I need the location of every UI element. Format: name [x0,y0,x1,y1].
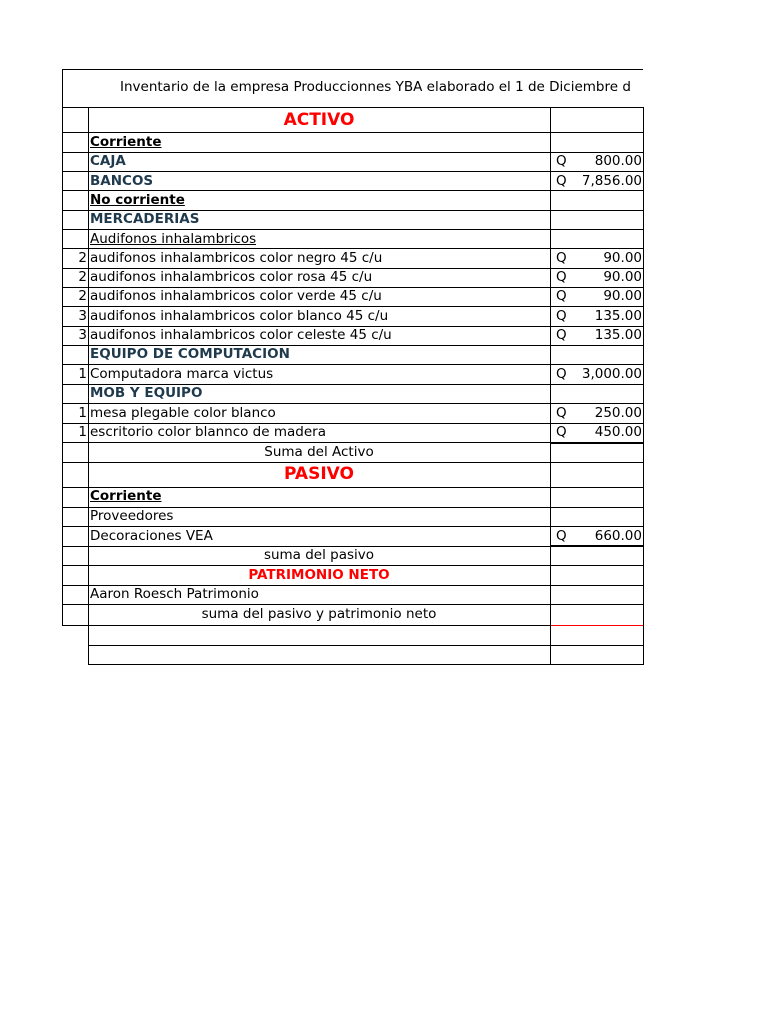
mob-equipo-label: MOB Y EQUIPO [90,385,203,401]
subtotal-line [550,545,643,547]
item-amount: 90.00 [603,250,642,266]
item-qty: 1 [78,405,87,421]
bancos-amount: 7,856.00 [581,173,642,189]
item-qty: 2 [78,250,87,266]
grid-line [88,645,643,646]
suma-activo-label: Suma del Activo [264,444,374,460]
audifonos-heading: Audifonos inhalambricos [90,231,257,247]
item-description: mesa plegable color blanco [90,405,276,421]
item-qty: 2 [78,269,87,285]
currency-symbol: Q [556,424,567,440]
item-amount: 90.00 [603,269,642,285]
currency-symbol: Q [556,327,567,343]
proveedores-label: Proveedores [90,508,174,524]
item-description: audifonos inhalambricos color negro 45 c/u [90,250,383,266]
bancos-label: BANCOS [90,173,154,189]
item-qty: 3 [78,327,87,343]
currency-symbol: Q [556,366,567,382]
activo-heading: ACTIVO [283,111,355,129]
item-qty: 3 [78,308,87,324]
item-amount: 660.00 [594,528,642,544]
grid-line [88,664,643,665]
caja-label: CAJA [90,153,126,169]
currency-symbol: Q [556,405,567,421]
document-title: Inventario de la empresa Produccionnes YBA elaborado el 1 de Diciembre d [120,79,631,95]
item-qty: 1 [78,366,87,382]
caja-amount: 800.00 [594,153,642,169]
currency-symbol: Q [556,269,567,285]
suma-pasivo-label: suma del pasivo [263,547,375,563]
grid-line [643,107,644,665]
item-amount: 3,000.00 [581,366,642,382]
currency-symbol: Q [556,288,567,304]
no-corriente-label: No corriente [90,192,185,208]
item-description: Decoraciones VEA [90,528,213,544]
currency-symbol: Q [556,173,567,189]
subtotal-line [550,442,643,444]
currency-symbol: Q [556,308,567,324]
activo-corriente-label: Corriente [90,134,162,150]
total-red-line [550,625,643,626]
item-amount: 135.00 [594,308,642,324]
suma-pasivo-patrimonio-label: suma del pasivo y patrimonio neto [201,606,437,622]
item-amount: 135.00 [594,327,642,343]
grid-line [62,69,643,70]
item-qty: 1 [78,424,87,440]
item-description: audifonos inhalambricos color rosa 45 c/u [90,269,373,285]
mercaderias-label: MERCADERIAS [90,211,200,227]
item-description: escritorio color blannco de madera [90,424,326,440]
grid-line [62,462,643,463]
grid-line [62,107,643,108]
grid-line [550,107,551,665]
item-amount: 90.00 [603,288,642,304]
item-description: audifonos inhalambricos color verde 45 c/u [90,288,382,304]
item-amount: 250.00 [594,405,642,421]
grid-line [62,625,550,626]
item-description: Computadora marca victus [90,366,274,382]
pasivo-corriente-label: Corriente [90,488,162,504]
item-amount: 450.00 [594,424,642,440]
currency-symbol: Q [556,153,567,169]
equipo-computacion-label: EQUIPO DE COMPUTACION [90,346,290,362]
currency-symbol: Q [556,250,567,266]
item-qty: 2 [78,288,87,304]
patrimonio-heading: PATRIMONIO NETO [248,567,390,583]
item-description: audifonos inhalambricos color blanco 45 c/u [90,308,389,324]
pasivo-heading: PASIVO [284,465,354,483]
grid-line [62,69,63,625]
currency-symbol: Q [556,528,567,544]
patrimonio-owner-label: Aaron Roesch Patrimonio [90,586,259,602]
item-description: audifonos inhalambricos color celeste 45 c/u [90,327,392,343]
